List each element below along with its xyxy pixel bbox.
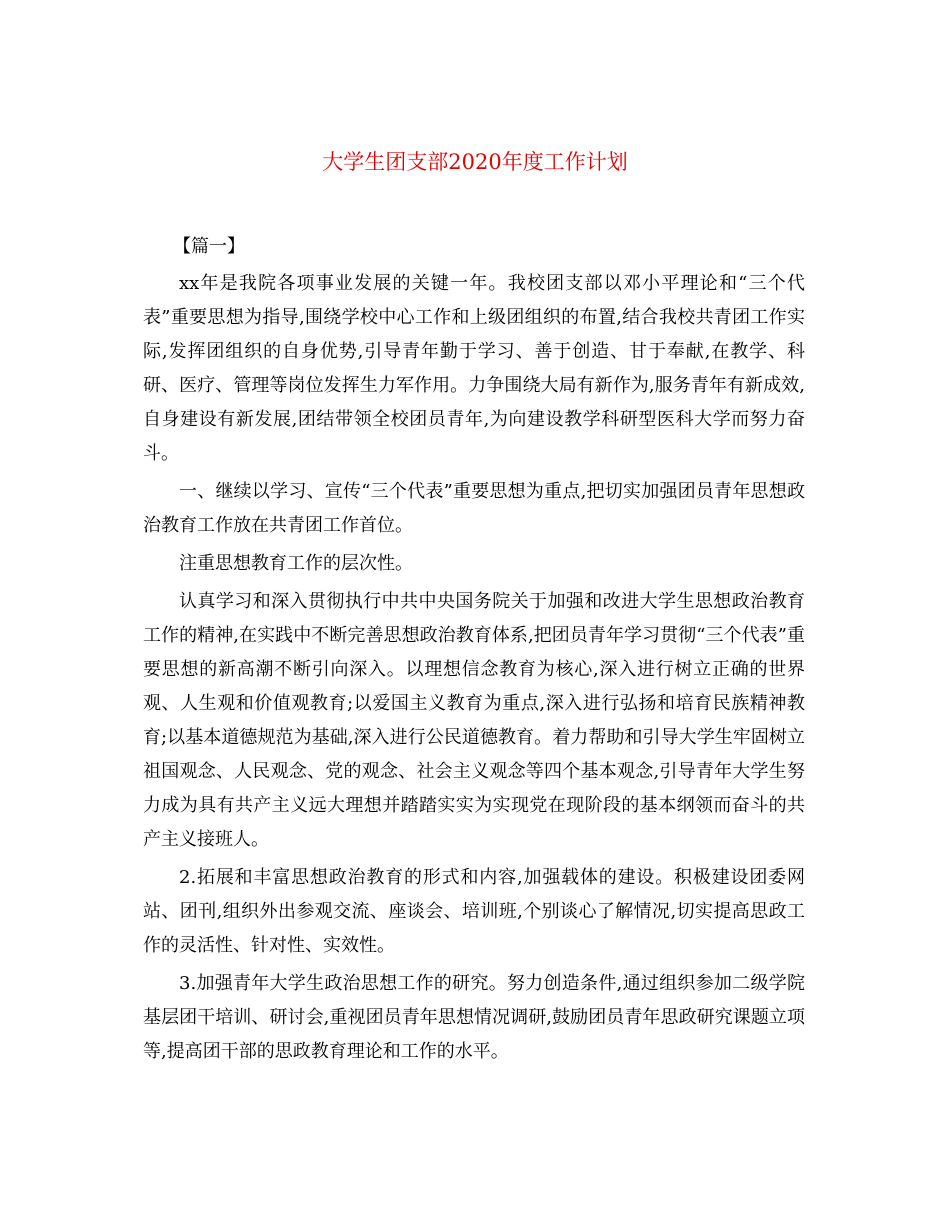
- paragraph-study: 认真学习和深入贯彻执行中共中央国务院关于加强和改进大学生思想政治教育工作的精神,在实践中不断完善思想政治教育体系,把团员青年学习贯彻“三个代表”重要思想的新高潮不断引向深入。以理想信念教育为核心,深入进行树立正确的世界观、人生观和价值观教育;以爱国主义教育为重点,深入进行弘扬和培育民族精神教育;以基本道德规范为基础,深入进行公民道德教育。着力帮助和引导大学生牢固树立祖国观念、人民观念、党的观念、社会主义观念等四个基本观念,引导青年大学生努力成为具有共产主义远大理想并踏踏实实为实现党在现阶段的基本纲领而奋斗的共产主义接班人。: [143, 591, 805, 850]
- paragraph-subheading: 注重思想教育工作的层次性。: [179, 553, 413, 574]
- paragraph-intro: xx年是我院各项事业发展的关键一年。我校团支部以邓小平理论和“三个代表”重要思想为指导,围绕学校中心工作和上级团组织的布置,结合我校共青团工作实际,发挥团组织的自身优势,引导青年勤于学习、善于创造、甘于奉献,在教学、科研、医疗、管理等岗位发挥生力军作用。力争围绕大局有新作为,服务青年有新成效,自身建设有新发展,团结带领全校团员青年,为向建设教学科研型医科大学而努力奋斗。: [143, 273, 805, 464]
- section-label: 【篇一】: [173, 236, 245, 257]
- paragraph-section-one: 一、继续以学习、宣传“三个代表”重要思想为重点,把切实加强团员青年思想政治教育工作放在共青团工作首位。: [143, 481, 805, 536]
- paragraph-item-3: 3.加强青年大学生政治思想工作的研究。努力创造条件,通过组织参加二级学院基层团干培训、研讨会,重视团员青年思想情况调研,鼓励团员青年思政研究课题立项等,提高团干部的思政教育理论和工作的水平。: [143, 973, 805, 1062]
- paragraph-item-2: 2.拓展和丰富思想政治教育的形式和内容,加强载体的建设。积极建设团委网站、团刊,组织外出参观交流、座谈会、培训班,个别谈心了解情况,切实提高思政工作的灵活性、针对性、实效性。: [143, 867, 805, 956]
- document-body: [143, 267, 805, 1073]
- document-title: 大学生团支部2020年度工作计划: [322, 150, 628, 174]
